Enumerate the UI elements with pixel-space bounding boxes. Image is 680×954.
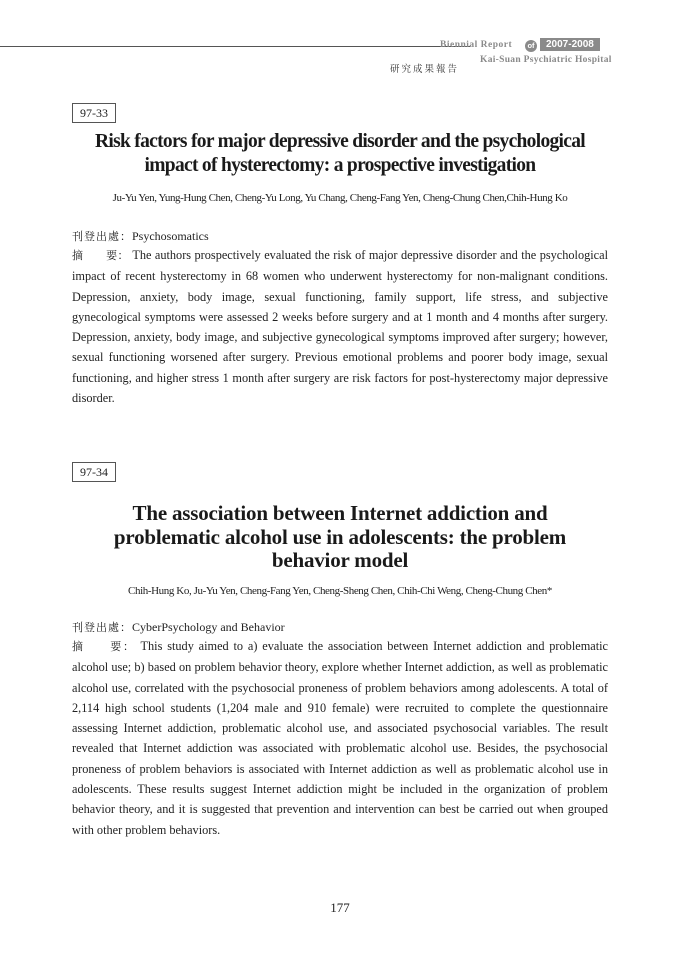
article-id-box: 97-34 [72, 462, 116, 482]
article-source [72, 619, 285, 636]
report-title: Biennial Report [440, 40, 513, 50]
abstract-text: This study aimed to a) evaluate the association between Internet addiction and problematic alcohol use; b) based on problem behavior theory, explore whether Internet addiction, as well as problematic alcohol use, correlated with the psychosocial proneness of problem behaviors among adolescents. A total of 2,114 high school students (1,204 male and 910 female) were recruited to complete the questionnaire assessing Internet addiction, problematic alcohol use, and associated psychosocial variables. The result revealed that Internet addiction was associated with problematic alcohol use. Besides, the psychosocial proneness of problem behaviors is associated with Internet addiction as well as problematic alcohol use in adolescents. These results suggest Internet addiction might be included in the organization of problem behavior theory, and it is suggested that prevention and intervention can best be carried out when grouped with other problem behaviors. [72, 639, 609, 837]
article-abstract [72, 245, 608, 408]
source-journal: Psychosomatics [132, 229, 209, 243]
article-authors: Ju-Yu Yen, Yung-Hung Chen, Cheng-Yu Long, Yu Chang, Cheng-Fang Yen, Cheng-Chung Chen,Chih-Hung Ko [112, 192, 568, 204]
report-cn-subtitle: 研究成果報告 [390, 64, 460, 75]
page-number: 177 [330, 900, 350, 915]
abstract-text: The authors prospectively evaluated the risk of major depressive disorder and the psychological impact of recent hysterectomy in 68 women who underwent hysterectomy for non-malignant conditions. Depression, anxiety, body image, sexual functioning, family support, life stress, and subjective gynecological symptoms were assessed 2 weeks before surgery and at 1 month and 4 months after surgery. Depression, anxiety, body image, and subjective gynecological symptoms improved after surgery; however, sexual functioning worsened after surgery. Previous emotional problems and poorer body image, sexual functioning, and higher stress 1 month after surgery are risk factors for post-hysterectomy major depressive disorder. [72, 248, 609, 406]
article-abstract [72, 636, 608, 840]
article-title [72, 502, 608, 573]
abstract-label: 摘 要： [72, 640, 136, 653]
source-label: 刊登出處： [72, 621, 132, 634]
source-label: 刊登出處： [72, 230, 132, 243]
article-title-line: behavior model [271, 548, 409, 572]
source-journal: CyberPsychology and Behavior [132, 620, 285, 634]
report-of-badge: of [525, 40, 537, 52]
article-id-box: 97-33 [72, 103, 116, 123]
report-years: 2007-2008 [540, 38, 600, 51]
hospital-name: Kai-Suan Psychiatric Hospital [480, 55, 612, 65]
article-title-line: impact of hysterectomy: a prospective investigation [144, 155, 536, 176]
article-title-line: The association between Internet addiction and [132, 501, 548, 525]
abstract-label: 摘 要： [72, 249, 129, 262]
article-title [72, 130, 608, 178]
article-title-line: Risk factors for major depressive disorder and the psychological [95, 131, 585, 152]
article-title-line: problematic alcohol use in adolescents: the problem [113, 524, 567, 549]
article-authors: Chih-Hung Ko, Ju-Yu Yen, Cheng-Fang Yen, Cheng-Sheng Chen, Chih-Chi Weng, Cheng-Chung Chen* [128, 585, 552, 597]
header-rule [0, 46, 470, 47]
article-source [72, 228, 209, 245]
